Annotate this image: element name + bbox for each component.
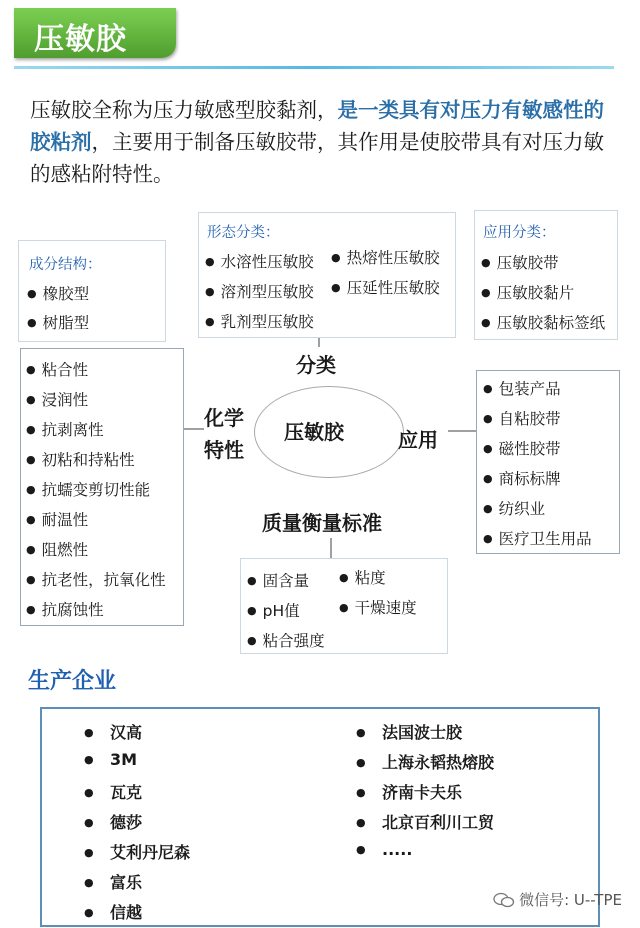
- company-item: ● 艾利丹尼森: [84, 843, 191, 862]
- title-divider: [14, 66, 614, 69]
- company-item: ● 北京百利川工贸: [356, 813, 495, 832]
- list-item: ● 粘合性: [26, 358, 88, 380]
- list-item: ● 橡胶型: [27, 282, 89, 304]
- companies-title: 生产企业: [28, 669, 117, 694]
- intro-text-2: ，主要用于制备压敏胶带，其作用是使胶带具有对压力敏的感粘附特性。: [30, 130, 604, 186]
- form-title: 形态分类：: [207, 225, 280, 241]
- wechat-icon: [493, 892, 515, 908]
- list-item: ● 粘度: [339, 566, 386, 588]
- company-item: ● 汉高: [84, 723, 143, 742]
- list-item: ● 压敏胶带: [481, 251, 559, 273]
- list-item: ● 抗剥离性: [26, 418, 104, 440]
- company-item: ● 信越: [84, 903, 143, 922]
- list-item: ● 抗老性，抗氧化性: [26, 568, 166, 590]
- label-quality-standards: 质量衡量标准: [262, 511, 382, 535]
- list-item: ● 固含量: [247, 569, 309, 591]
- company-item: ● 上海永韬热熔胶: [356, 753, 495, 772]
- list-item: ● 抗蠕变剪切性能: [26, 478, 150, 500]
- company-item: ● 瓦克: [84, 783, 143, 802]
- usage-classification-box: [474, 210, 618, 340]
- intro-text-1: 压敏胶全称为压力敏感型胶黏剂，: [30, 98, 338, 122]
- center-label: 压敏胶: [284, 420, 344, 444]
- watermark-text: 微信号: U--TPE: [519, 891, 622, 909]
- list-item: ● pH值: [247, 599, 300, 621]
- connector-line: [182, 428, 204, 430]
- list-item: ● 压敏胶黏标签纸: [481, 311, 605, 333]
- usage-title: 应用分类：: [483, 225, 556, 241]
- connector-line: [448, 430, 476, 432]
- list-item: ● 压延性压敏胶: [331, 276, 440, 298]
- list-item: ● 自粘胶带: [483, 407, 561, 429]
- intro-paragraph: [30, 94, 616, 190]
- composition-box: [18, 240, 166, 342]
- list-item: ● 阻燃性: [26, 538, 88, 560]
- applications-box: [476, 370, 620, 554]
- company-item: ● 济南卡夫乐: [356, 783, 463, 802]
- form-classification-box: [198, 212, 456, 338]
- label-classification: 分类: [296, 353, 336, 377]
- label-chemical-properties: 化学 特性: [204, 406, 244, 462]
- watermark: [493, 889, 622, 910]
- list-item: ● 热熔性压敏胶: [331, 246, 440, 268]
- composition-title: 成分结构：: [29, 257, 102, 273]
- company-item: ● 富乐: [84, 873, 143, 892]
- list-item: ● 溶剂型压敏胶: [205, 280, 314, 302]
- list-item: ● 树脂型: [27, 311, 89, 333]
- list-item: ● 乳剂型压敏胶: [205, 310, 314, 332]
- company-item: ● .....: [356, 840, 413, 859]
- list-item: ● 水溶性压敏胶: [205, 250, 314, 272]
- list-item: ● 粘合强度: [247, 629, 325, 651]
- list-item: ● 纺织业: [483, 497, 545, 519]
- intro-highlight: 是一类具有对压力有敏感性的胶粘剂: [30, 98, 604, 154]
- list-item: ● 包装产品: [483, 377, 561, 399]
- list-item: ● 初粘和持粘性: [26, 448, 135, 470]
- list-item: ● 磁性胶带: [483, 437, 561, 459]
- list-item: ● 浸润性: [26, 388, 88, 410]
- chemical-properties-box: [20, 348, 184, 626]
- list-item: ● 抗腐蚀性: [26, 598, 104, 620]
- list-item: ● 耐温性: [26, 508, 88, 530]
- company-item: ● 德莎: [84, 813, 143, 832]
- list-item: ● 医疗卫生用品: [483, 527, 592, 549]
- list-item: ● 干燥速度: [339, 596, 417, 618]
- page-title: 压敏胶: [34, 22, 127, 57]
- company-item: ● 法国波士胶: [356, 723, 463, 742]
- quality-standards-box: [240, 558, 448, 654]
- list-item: ● 商标标牌: [483, 467, 561, 489]
- company-item: ● 3M: [84, 750, 138, 769]
- list-item: ● 压敏胶黏片: [481, 281, 574, 303]
- connector-line: [330, 538, 332, 558]
- label-application: 应用: [398, 428, 438, 452]
